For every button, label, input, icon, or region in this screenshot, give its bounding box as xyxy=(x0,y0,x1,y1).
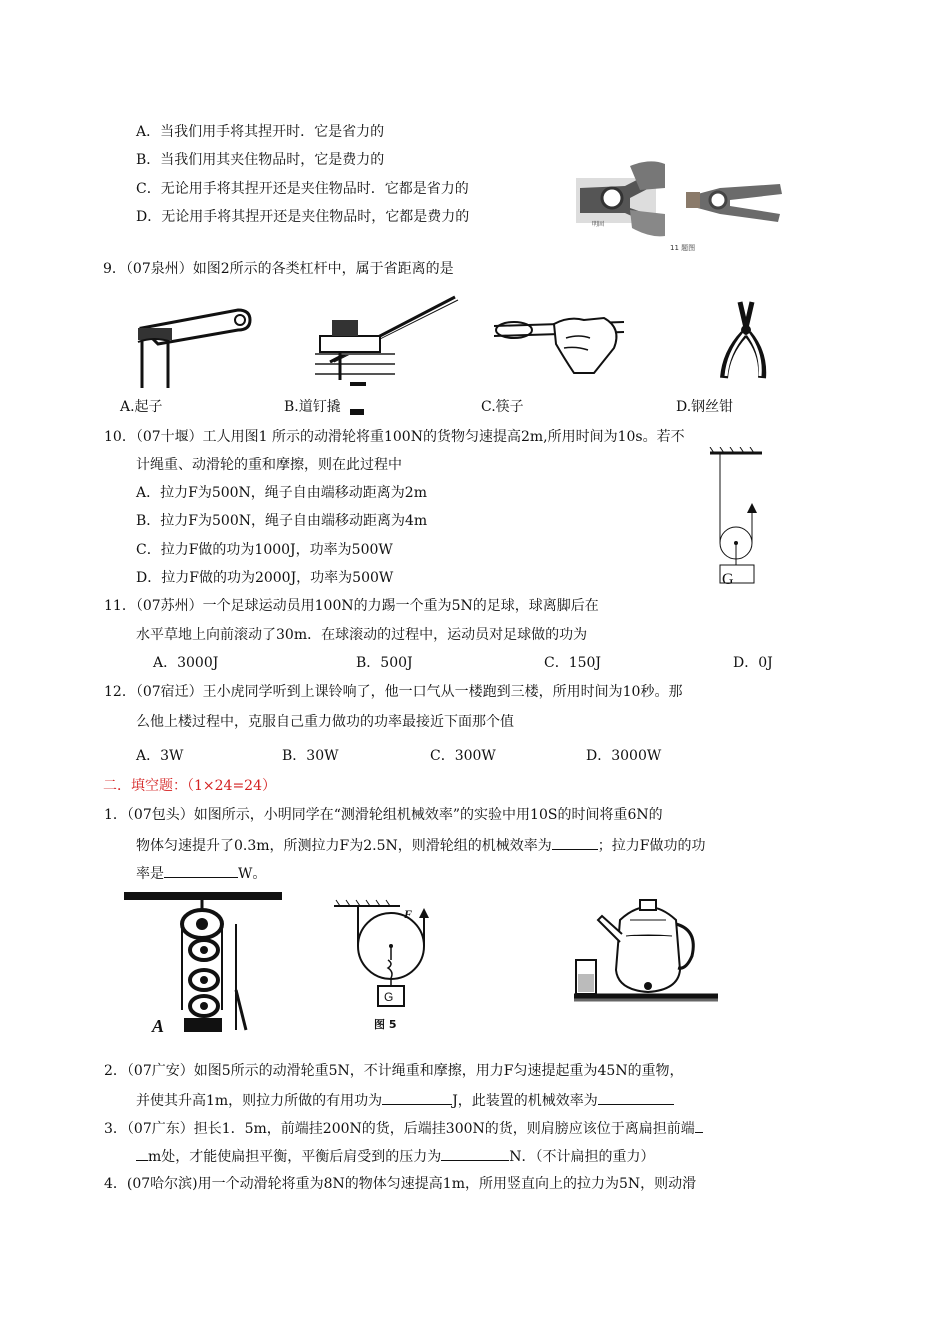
q12-option-c: C．300W xyxy=(430,748,496,764)
q10-stem-line1: 10．（07十堰）工人用图1 所示的动滑轮将重100N的货物匀速提高2m,所用时间为10s。若不 xyxy=(104,429,685,445)
q10-option-a: A．拉力F为500N，绳子自由端移动距离为2m xyxy=(136,485,427,501)
q11-stem-line1: 11．（07苏州）一个足球运动员用100N的力踢一个重为5N的足球，球离脚后在 xyxy=(104,598,599,614)
section-title: 二．填空题：（1×24=24） xyxy=(103,778,276,794)
q10-stem-line2: 计绳重、动滑轮的重和摩擦，则在此过程中 xyxy=(136,457,402,473)
q11-option-b: B．500J xyxy=(356,655,413,671)
f3-blank-distance xyxy=(136,1146,148,1161)
chopsticks-figure xyxy=(494,308,629,378)
f3-blank-start xyxy=(695,1118,703,1133)
f3-line2-text: m处，才能使扁担平衡，平衡后肩受到的压力为 xyxy=(148,1149,442,1165)
q11-stem-line2: 水平草地上向前滚动了30m．在球滚动的过程中，运动员对足球做的功为 xyxy=(136,627,588,643)
q11-option-a: A．3000J xyxy=(153,655,219,671)
clip-figure xyxy=(570,158,790,253)
f1-line2 xyxy=(136,835,706,855)
q9-mark xyxy=(350,409,364,415)
q9-option-a: A.起子 xyxy=(120,399,163,415)
f3-line2 xyxy=(136,1146,655,1166)
q12-option-a: A．3W xyxy=(136,748,184,764)
f3-blank-force xyxy=(441,1146,509,1161)
q10-option-c: C．拉力F做的功为1000J，功率为500W xyxy=(136,542,393,558)
f1-line3-text-b: W。 xyxy=(238,866,267,882)
f1-line2-text-b: ；拉力F做功的功 xyxy=(597,838,706,854)
f2-line2-text: 并使其升高1m，则拉力所做的有用功为 xyxy=(136,1093,383,1109)
f2-line2-text-b: J，此装置的机械效率为 xyxy=(452,1093,598,1109)
q9-option-b: B.道钉撬 xyxy=(284,399,341,415)
f4-line1: 4．(07哈尔滨)用一个动滑轮将重为8N的物体匀速提高1m，所用竖直向上的拉力为5N，则动滑 xyxy=(104,1176,697,1192)
q8-option-d: D．无论用手将其捏开还是夹住物品时，它都是费力的 xyxy=(136,209,470,225)
bottle-opener-figure xyxy=(128,298,258,390)
f1-line3 xyxy=(136,863,266,883)
q12-option-b: B．30W xyxy=(282,748,339,764)
f2-line1: 2．（07广安）如图5所示的动滑轮重5N，不计绳重和摩擦，用力F匀速提起重为45N的重物， xyxy=(104,1063,684,1079)
f1-line1: 1．（07包头）如图所示，小明同学在“测滑轮组机械效率”的实验中用10S的时间将重6N的 xyxy=(104,807,663,823)
figure-5-force-label: F xyxy=(404,907,413,921)
f1-blank-efficiency xyxy=(552,835,598,850)
q10-option-b: B．拉力F为500N，绳子自由端移动距离为4m xyxy=(136,513,428,529)
q10-option-d: D．拉力F做的功为2000J，功率为500W xyxy=(136,570,394,586)
q12-option-d: D．3000W xyxy=(586,748,662,764)
f2-blank-work xyxy=(382,1090,452,1105)
clip-figure-caption: 11 题图 xyxy=(670,244,696,252)
clip-small-label: 明固 xyxy=(592,221,605,228)
f3-line1 xyxy=(104,1118,703,1138)
f3-line2-text-b: N．（不计扁担的重力） xyxy=(509,1149,655,1165)
pulley-block-label: A xyxy=(152,1016,165,1035)
pliers-figure xyxy=(716,298,776,383)
f2-line2 xyxy=(136,1090,674,1110)
q11-option-c: C．150J xyxy=(544,655,602,671)
figure-5-pulley xyxy=(330,898,440,1043)
f1-line3-text: 率是 xyxy=(136,866,164,882)
f1-line2-text: 物体匀速提升了0.3m，所测拉力F为2.5N，则滑轮组的机械效率为 xyxy=(136,838,552,854)
pulley-block-figure xyxy=(124,890,284,1035)
q9-stem: 9．（07泉州）如图2所示的各类杠杆中，属于省距离的是 xyxy=(103,261,454,277)
q8-option-b: B．当我们用其夹住物品时，它是费力的 xyxy=(136,152,385,168)
q9-option-c: C.筷子 xyxy=(481,399,524,415)
q12-stem-line1: 12．（07宿迁）王小虎同学听到上课铃响了，他一口气从一楼跑到三楼，所用时间为10秒。那 xyxy=(104,684,683,700)
teapot-figure xyxy=(568,890,728,1010)
f2-blank-efficiency xyxy=(598,1090,674,1105)
f3-line1-text: 3．（07广东）担长1．5m，前端挂200N的货，后端挂300N的货，则肩膀应该位于离扁担前端 xyxy=(104,1121,695,1137)
movable-pulley-figure xyxy=(706,447,766,587)
pulley-load-label: G xyxy=(722,571,734,587)
q12-stem-line2: 么他上楼过程中，克服自己重力做功的功率最接近下面那个值 xyxy=(136,714,514,730)
f1-blank-power xyxy=(164,863,238,878)
q8-option-c: C．无论用手将其捏开还是夹住物品时．它都是省力的 xyxy=(136,181,469,197)
q8-option-a: A．当我们用手将其捏开时．它是省力的 xyxy=(136,124,385,140)
figure-5-caption: 图 5 xyxy=(374,1018,397,1031)
q11-option-d: D．0J xyxy=(733,655,773,671)
figure-5-load-label: G xyxy=(384,990,394,1004)
q9-option-d: D.钢丝钳 xyxy=(676,399,734,415)
spike-lever-figure xyxy=(310,292,460,387)
